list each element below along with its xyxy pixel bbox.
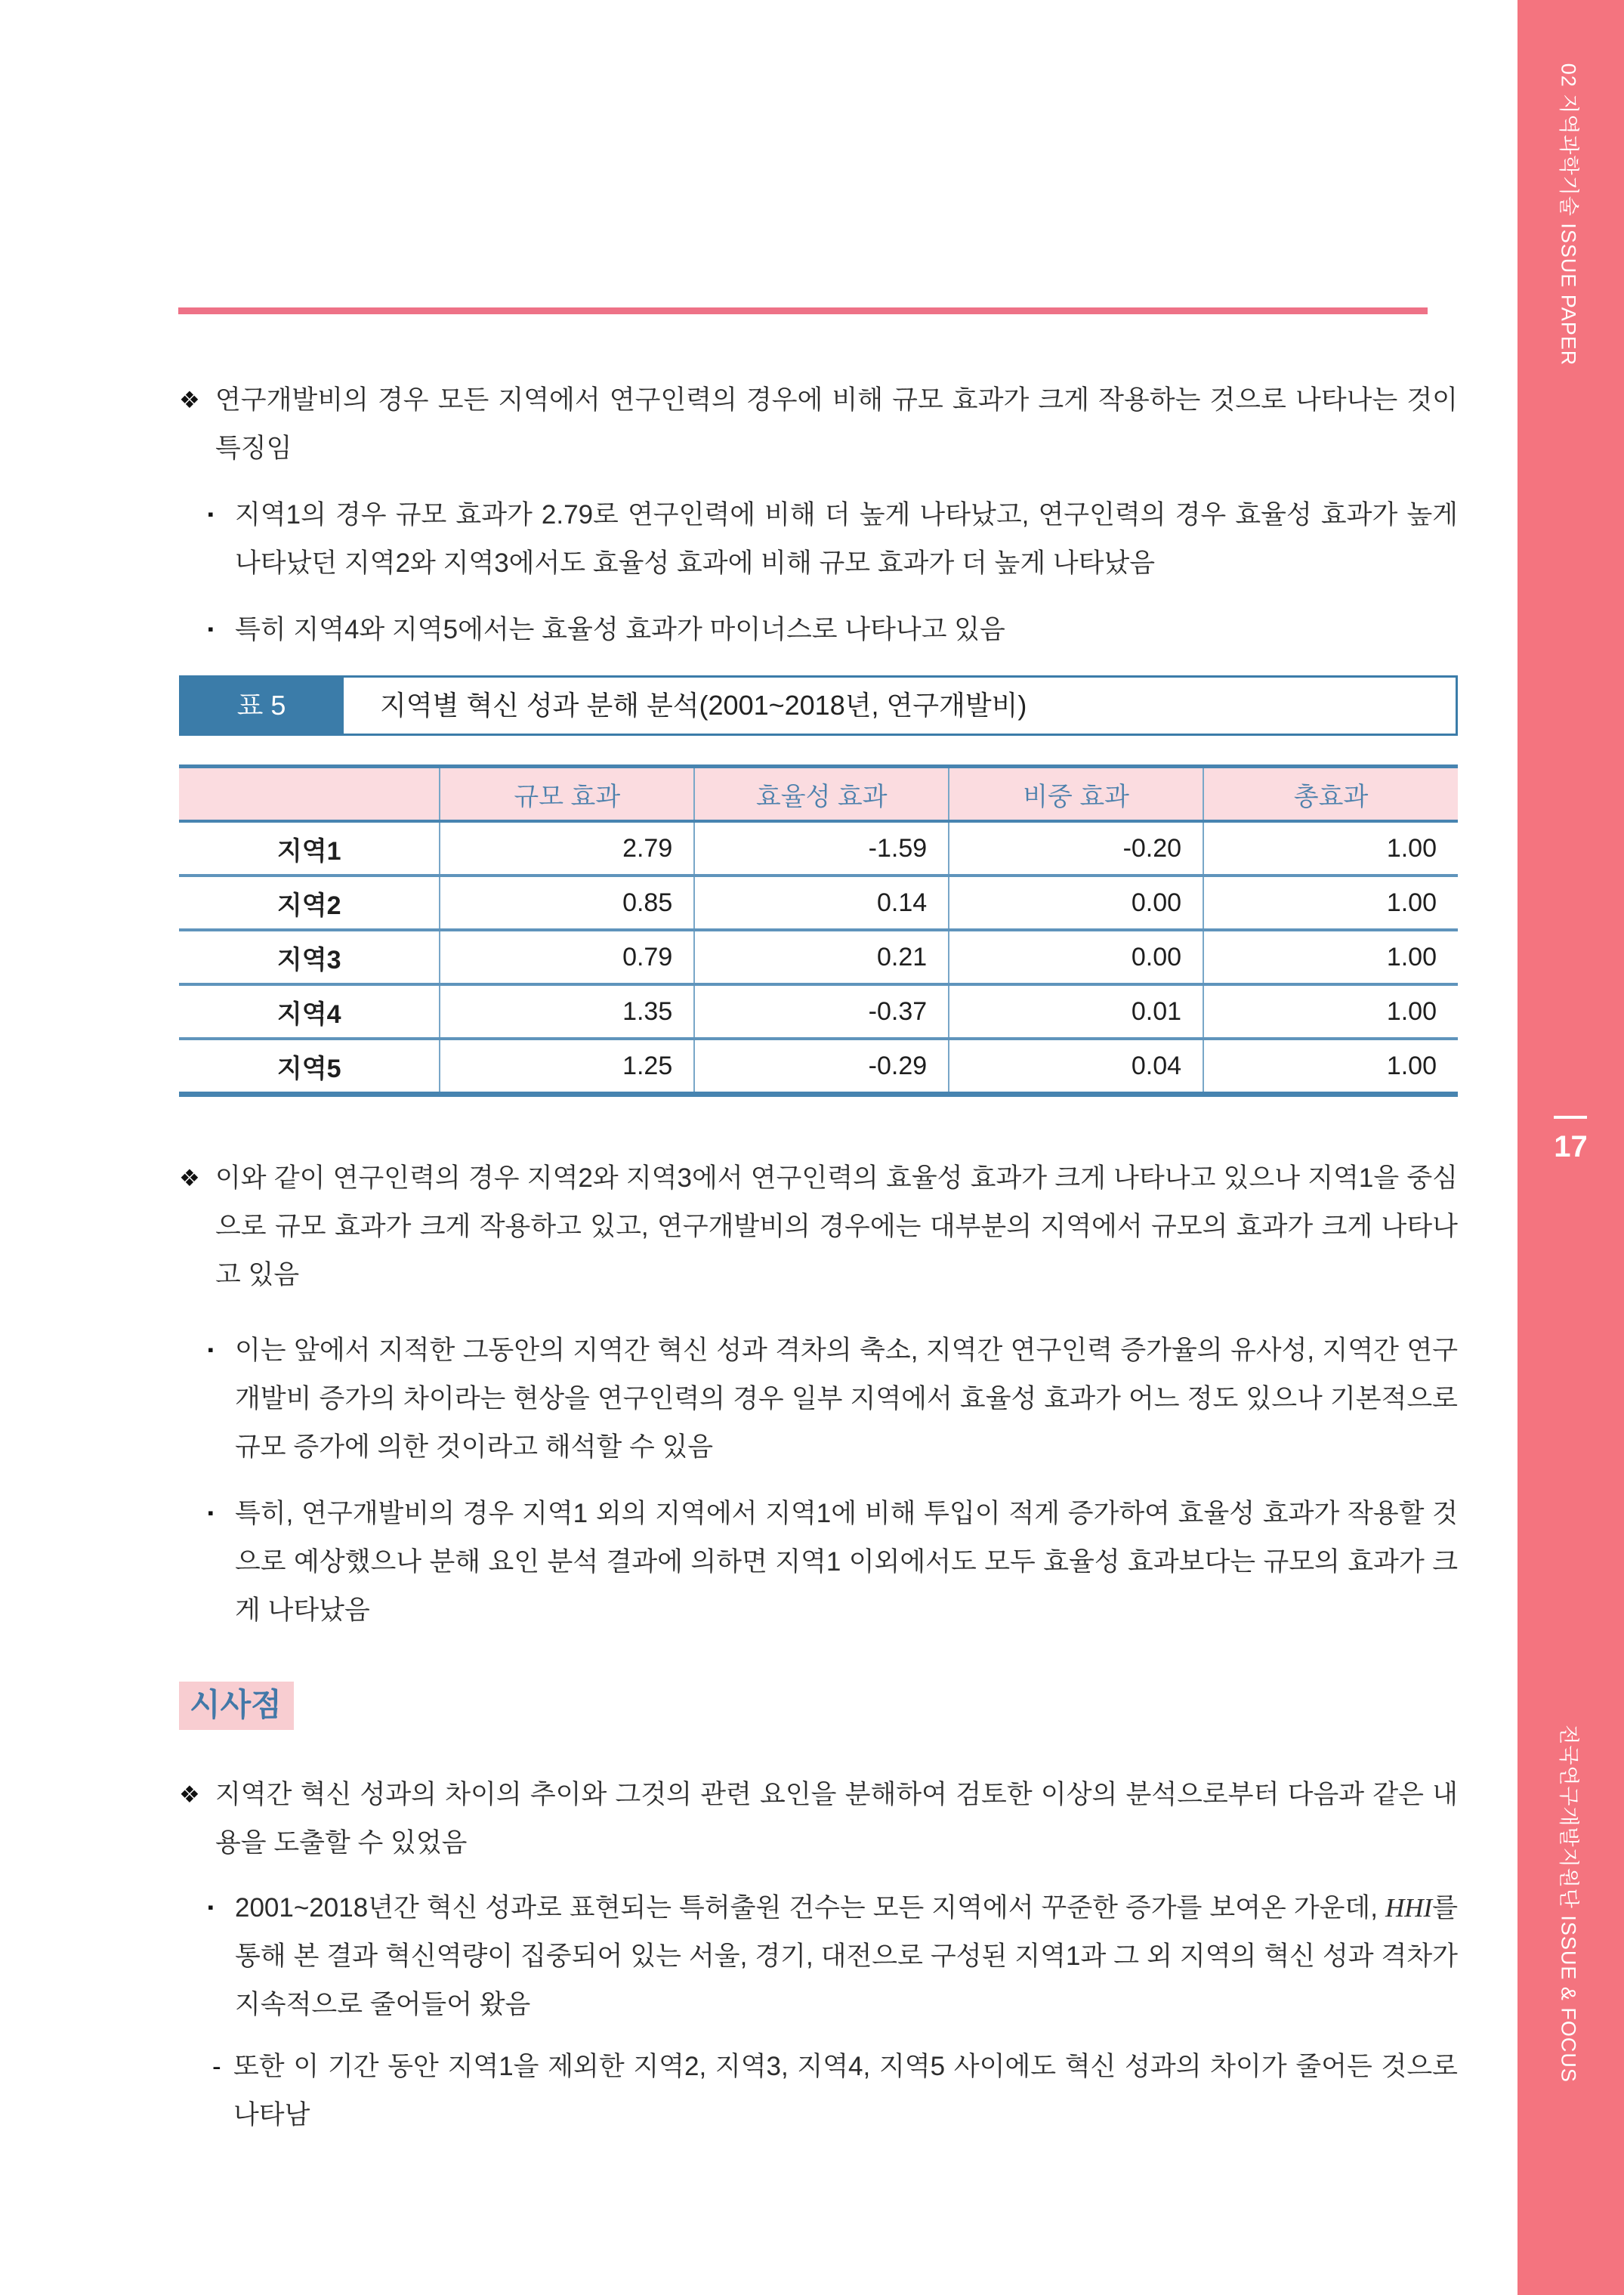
table-title: 지역별 혁신 성과 분해 분석(2001~2018년, 연구개발비) [344, 675, 1458, 736]
table-body [179, 821, 1458, 1095]
cell-efficiency-effect: -0.29 [694, 1039, 949, 1095]
page-number: 17 [1554, 1130, 1588, 1163]
implication-text [235, 1884, 1458, 2029]
implication-sub-bullet [179, 1884, 1458, 2029]
square-bullet-icon: ▪ [208, 1898, 214, 1917]
header-cell: 규모 효과 [440, 767, 694, 822]
finding-bullet [179, 376, 1458, 473]
implications-section-header [179, 1682, 1458, 1731]
decomposition-table [179, 764, 1458, 1097]
analysis-text: 이와 같이 연구인력의 경우 지역2와 지역3에서 연구인력의 효율성 효과가 크게 나타나고 있으나 지역1을 중심으로 규모 효과가 크게 작용하고 있고, 연구개발비의 경우에는 대부분의 지역에서 규모의 효과가 크게 나타나고 있음 [215, 1163, 1458, 1290]
main-content [179, 376, 1458, 2139]
cell-share-effect: 0.04 [949, 1039, 1203, 1095]
diamond-bullet-icon: ❖ [179, 1165, 200, 1191]
cell-scale-effect: 0.79 [440, 930, 694, 984]
square-bullet-icon: ▪ [208, 505, 214, 524]
analysis-sub-bullet [179, 1327, 1458, 1472]
table-row [179, 821, 1458, 876]
table-header [179, 767, 1458, 822]
analysis-bullet [179, 1154, 1458, 1299]
header-cell: 총효과 [1203, 767, 1458, 822]
implication-text-part: 2001~2018년간 혁신 성과로 표현되는 특허출원 건수는 모든 지역에서 꾸준한 증가를 보여온 가운데, [235, 1893, 1385, 1923]
table-row [179, 984, 1458, 1039]
cell-scale-effect: 0.85 [440, 876, 694, 930]
cell-efficiency-effect: -0.37 [694, 984, 949, 1039]
finding-text: 연구개발비의 경우 모든 지역에서 연구인력의 경우에 비해 규모 효과가 크게 작용하는 것으로 나타나는 것이 특징임 [215, 385, 1458, 463]
cell-total-effect: 1.00 [1203, 1039, 1458, 1095]
cell-efficiency-effect: -1.59 [694, 821, 949, 876]
table-row [179, 876, 1458, 930]
table-header-row [179, 767, 1458, 822]
cell-scale-effect: 1.25 [440, 1039, 694, 1095]
diamond-bullet-icon: ❖ [179, 1781, 200, 1808]
table-row [179, 1039, 1458, 1095]
cell-total-effect: 1.00 [1203, 984, 1458, 1039]
row-label: 지역2 [276, 891, 341, 920]
cell-share-effect: 0.00 [949, 876, 1203, 930]
implications-heading: 시사점 [179, 1682, 294, 1730]
table-number-badge: 표 5 [179, 675, 344, 736]
hhi-term: HHI [1385, 1893, 1433, 1923]
header-cell: 비중 효과 [949, 767, 1203, 822]
row-label: 지역1 [276, 836, 341, 866]
page-number-divider [1554, 1116, 1587, 1119]
square-bullet-icon: ▪ [208, 1340, 214, 1359]
cell-scale-effect: 1.35 [440, 984, 694, 1039]
cell-share-effect: 0.00 [949, 930, 1203, 984]
implication-text: 또한 이 기간 동안 지역1을 제외한 지역2, 지역3, 지역4, 지역5 사이에도 혁신 성과의 차이가 줄어든 것으로 나타남 [233, 2052, 1458, 2130]
cell-efficiency-effect: 0.21 [694, 930, 949, 984]
table-row [179, 930, 1458, 984]
implication-text: 지역간 혁신 성과의 차이의 추이와 그것의 관련 요인을 분해하여 검토한 이상의 분석으로부터 다음과 같은 내용을 도출할 수 있었음 [215, 1780, 1458, 1858]
cell-share-effect: 0.01 [949, 984, 1203, 1039]
dash-bullet-icon: - [212, 2052, 221, 2081]
table-caption [179, 675, 1458, 736]
right-sidebar [1517, 0, 1624, 2295]
analysis-text: 이는 앞에서 지적한 그동안의 지역간 혁신 성과 격차의 축소, 지역간 연구인력 증가율의 유사성, 지역간 연구개발비 증가의 차이라는 현상을 연구인력의 경우 일부 지역에서 효율성 효과가 어느 정도 있으나 기본적으로 규모 증가에 의한 것이라고 해석할 수 있음 [235, 1336, 1458, 1462]
cell-efficiency-effect: 0.14 [694, 876, 949, 930]
implication-dash-bullet [179, 2043, 1458, 2139]
finding-sub-bullet [179, 491, 1458, 588]
row-label: 지역3 [276, 945, 341, 975]
finding-text: 지역1의 경우 규모 효과가 2.79로 연구인력에 비해 더 높게 나타났고, 연구인력의 경우 효율성 효과가 높게 나타났던 지역2와 지역3에서도 효율성 효과에 비해 규모 효과가 더 높게 나타났음 [235, 500, 1458, 578]
analysis-text: 특히, 연구개발비의 경우 지역1 외의 지역에서 지역1에 비해 투입이 적게 증가하여 효율성 효과가 작용할 것으로 예상했으나 분해 요인 분석 결과에 의하면 지역1 이외에서도 모두 효율성 효과보다는 규모의 효과가 크게 나타났음 [235, 1499, 1458, 1625]
finding-sub-bullet [179, 606, 1458, 654]
top-divider [178, 307, 1428, 314]
sidebar-section-label: 02 지역과학기술 ISSUE PAPER [1557, 63, 1580, 366]
cell-share-effect: -0.20 [949, 821, 1203, 876]
row-label: 지역5 [276, 1054, 341, 1083]
cell-total-effect: 1.00 [1203, 821, 1458, 876]
sidebar-footer-label: 전국연구개발지원단 ISSUE & FOCUS [1557, 1725, 1580, 2083]
implication-bullet [179, 1771, 1458, 1867]
header-cell-empty [179, 767, 440, 822]
square-bullet-icon: ▪ [208, 1503, 214, 1522]
row-label: 지역4 [276, 999, 341, 1029]
square-bullet-icon: ▪ [208, 619, 214, 638]
diamond-bullet-icon: ❖ [179, 387, 200, 413]
header-cell: 효율성 효과 [694, 767, 949, 822]
cell-total-effect: 1.00 [1203, 876, 1458, 930]
cell-total-effect: 1.00 [1203, 930, 1458, 984]
cell-scale-effect: 2.79 [440, 821, 694, 876]
implication-text-part: 를 통해 본 결과 혁신역량이 집중되어 있는 서울, 경기, 대전으로 구성된 지역1과 그 외 지역의 혁신 성과 격차가 지속적으로 줄어들어 왔음 [235, 1893, 1458, 2019]
finding-text: 특히 지역4와 지역5에서는 효율성 효과가 마이너스로 나타나고 있음 [235, 615, 1005, 644]
analysis-sub-bullet [179, 1490, 1458, 1635]
